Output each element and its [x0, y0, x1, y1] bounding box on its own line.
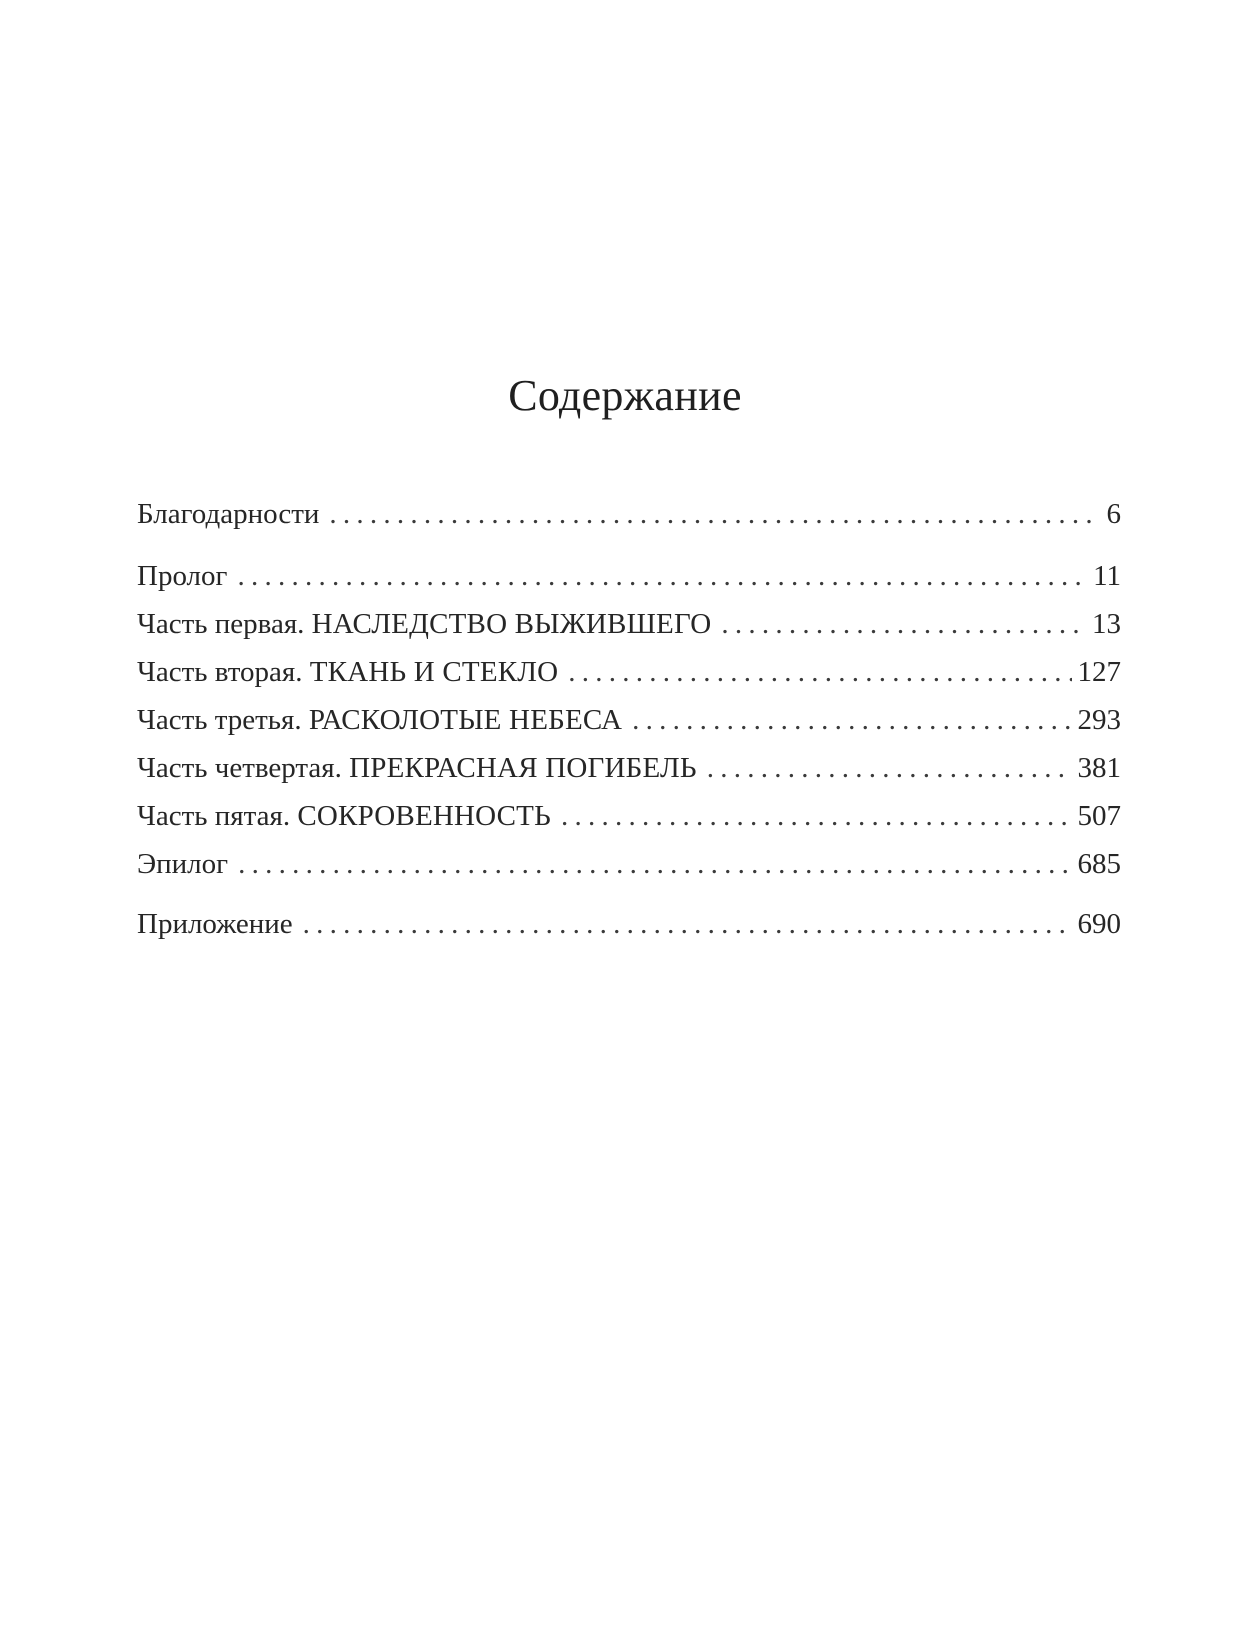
page-title: Содержание — [508, 371, 742, 420]
toc-page-number: 127 — [1077, 656, 1121, 688]
toc-entry-part-two — [137, 654, 1121, 690]
dot-leader — [721, 606, 1086, 642]
toc-entry-epilogue — [137, 846, 1121, 882]
dot-leader — [707, 750, 1072, 786]
toc-entry-label: Благодарности — [137, 498, 320, 530]
toc-entry-label: Эпилог — [137, 848, 229, 880]
toc-entry-appendix — [137, 906, 1121, 942]
dot-leader — [303, 906, 1072, 942]
toc-entry-acknowledgements — [137, 496, 1121, 532]
toc-entry-label: Часть третья. РАСКОЛОТЫЕ НЕБЕСА — [137, 704, 623, 736]
toc-page-number: 13 — [1092, 608, 1121, 640]
toc-page-number: 6 — [1106, 498, 1121, 530]
toc-entry-label: Часть вторая. ТКАНЬ И СТЕКЛО — [137, 656, 559, 688]
toc-page-number: 690 — [1077, 908, 1121, 940]
toc-entry-part-three — [137, 702, 1121, 738]
toc-page-number: 507 — [1077, 800, 1121, 832]
toc-entry-part-one — [137, 606, 1121, 642]
toc-page-number: 293 — [1077, 704, 1121, 736]
toc-entry-label: Пролог — [137, 560, 228, 592]
dot-leader — [561, 798, 1072, 834]
toc-entry-part-five — [137, 798, 1121, 834]
toc-page-number: 381 — [1077, 752, 1121, 784]
toc-page-number: 11 — [1093, 560, 1121, 592]
dot-leader — [568, 654, 1071, 690]
toc-entry-prologue — [137, 558, 1121, 594]
toc-page-number: 685 — [1077, 848, 1121, 880]
toc-entry-label: Часть пятая. СОКРОВЕННОСТЬ — [137, 800, 551, 832]
toc-entry-label: Часть четвертая. ПРЕКРАСНАЯ ПОГИБЕЛЬ — [137, 752, 697, 784]
toc-entry-label: Часть первая. НАСЛЕДСТВО ВЫЖИВШЕГО — [137, 608, 712, 640]
dot-leader — [329, 496, 1095, 532]
toc-entry-label: Приложение — [137, 908, 293, 940]
dot-leader — [238, 846, 1071, 882]
dot-leader — [237, 558, 1087, 594]
toc-entry-part-four — [137, 750, 1121, 786]
dot-leader — [632, 702, 1071, 738]
table-of-contents — [137, 0, 1121, 1632]
